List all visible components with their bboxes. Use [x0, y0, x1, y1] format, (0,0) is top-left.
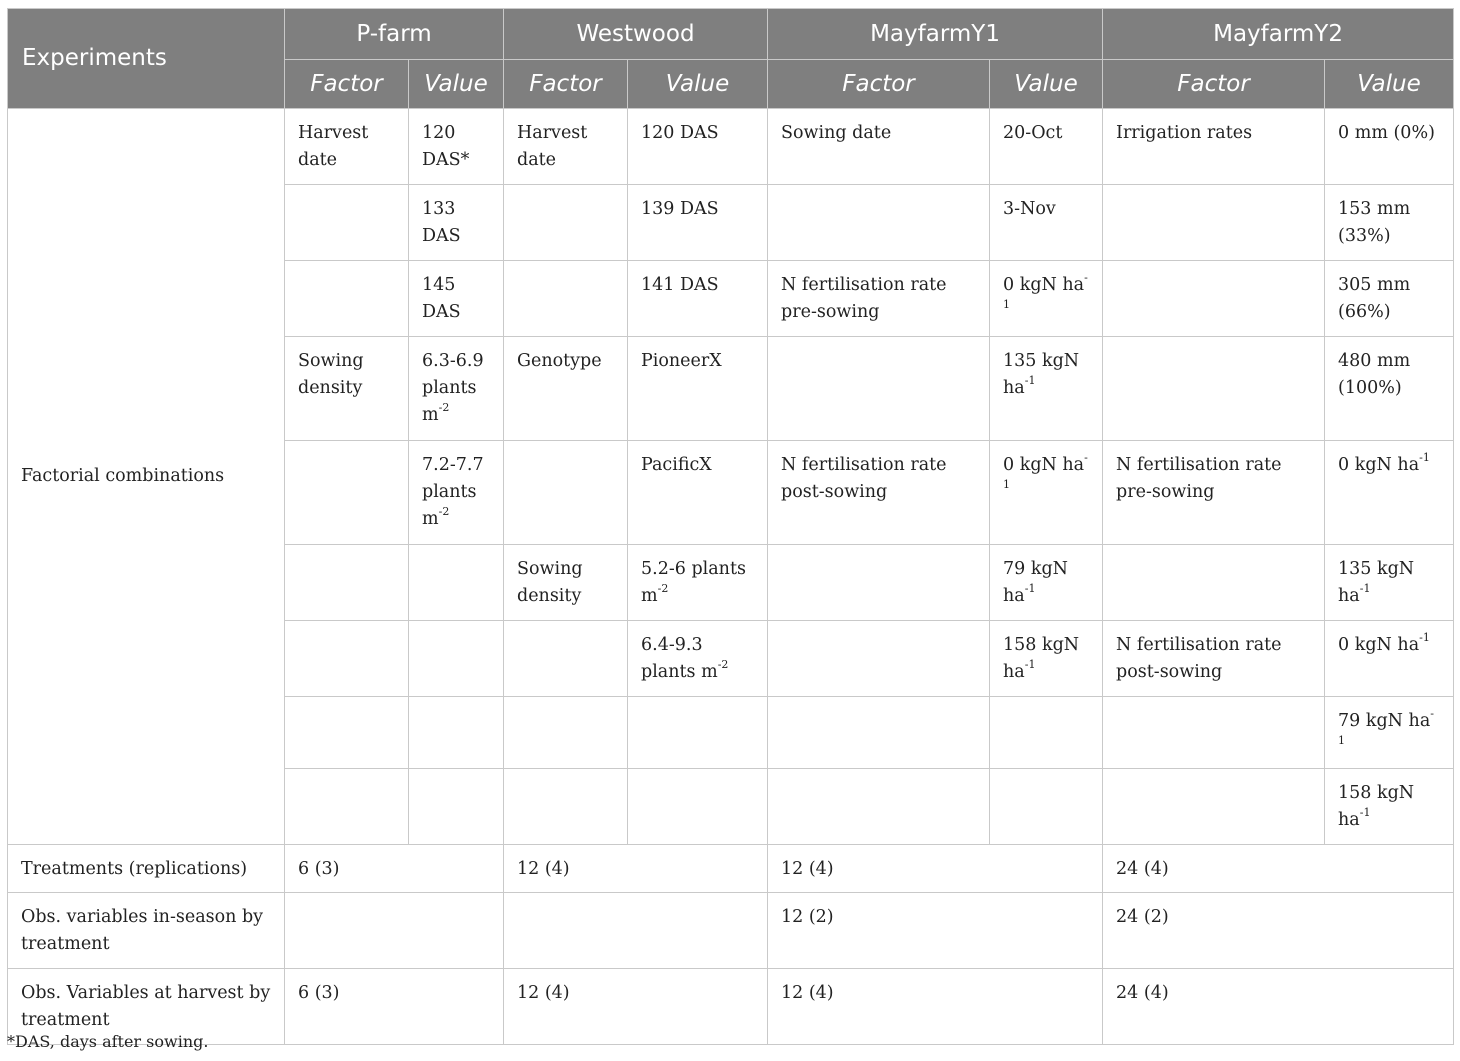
factor-cell	[1103, 185, 1325, 261]
summary-value: 24 (4)	[1103, 845, 1454, 893]
factor-cell	[768, 697, 990, 769]
value-cell	[628, 697, 768, 769]
factor-cell	[768, 621, 990, 697]
value-cell: 79 kgN $ha^{-1}$	[990, 545, 1103, 621]
factor-cell	[285, 261, 409, 337]
summary-value: 12 (4)	[768, 845, 1103, 893]
factor-header: Factor	[285, 60, 409, 109]
factor-cell	[504, 261, 628, 337]
factor-cell	[768, 769, 990, 845]
value-cell	[409, 769, 504, 845]
factor-cell	[285, 441, 409, 545]
experiments-table	[7, 8, 1454, 1045]
factor-cell	[1103, 545, 1325, 621]
value-cell: 20-Oct	[990, 109, 1103, 185]
value-cell: 120 DAS*	[409, 109, 504, 185]
experiments-header: Experiments	[8, 9, 285, 109]
factor-cell: Sowing density	[285, 337, 409, 441]
value-cell: 0 kgN $ha^{-1}$	[1325, 441, 1454, 545]
factor-cell	[1103, 261, 1325, 337]
factor-cell	[768, 337, 990, 441]
value-cell: 6.4-9.3 plants $m^{-2}$	[628, 621, 768, 697]
value-cell	[990, 697, 1103, 769]
factor-cell	[504, 621, 628, 697]
factor-header: Factor	[1103, 60, 1325, 109]
factor-cell	[1103, 769, 1325, 845]
factor-cell	[285, 697, 409, 769]
factor-cell	[768, 545, 990, 621]
factor-cell	[1103, 697, 1325, 769]
value-cell	[990, 769, 1103, 845]
factor-cell: N fertilisation rate post-sowing	[768, 441, 990, 545]
value-cell: 3-Nov	[990, 185, 1103, 261]
summary-value: 12 (4)	[768, 969, 1103, 1045]
table-header	[8, 9, 1454, 109]
factor-cell: Sowing density	[504, 545, 628, 621]
factor-cell	[504, 185, 628, 261]
value-cell: 135 kgN $ha^{-1}$	[990, 337, 1103, 441]
value-cell: 305 mm (66%)	[1325, 261, 1454, 337]
value-header: Value	[990, 60, 1103, 109]
value-cell: 480 mm (100%)	[1325, 337, 1454, 441]
value-cell: 141 DAS	[628, 261, 768, 337]
factor-cell: N fertilisation rate post-sowing	[1103, 621, 1325, 697]
site-header-mayfarmy1: MayfarmY1	[768, 9, 1103, 60]
factor-cell	[285, 621, 409, 697]
value-cell: 6.3-6.9 plants $m^{-2}$	[409, 337, 504, 441]
value-cell: 145 DAS	[409, 261, 504, 337]
factor-header: Factor	[768, 60, 990, 109]
value-cell: 0 kgN $ha^{-1}$	[1325, 621, 1454, 697]
value-cell: 0 kgN $ha^{-1}$	[990, 441, 1103, 545]
value-header: Value	[409, 60, 504, 109]
site-header-westwood: Westwood	[504, 9, 768, 60]
value-cell	[409, 545, 504, 621]
value-cell: 158 kgN $ha^{-1}$	[990, 621, 1103, 697]
summary-value: 12 (4)	[504, 845, 768, 893]
site-header-mayfarmy2: MayfarmY2	[1103, 9, 1454, 60]
summary-value: 12 (4)	[504, 969, 768, 1045]
factor-cell	[285, 545, 409, 621]
summary-value: 6 (3)	[285, 845, 504, 893]
factor-cell: Sowing date	[768, 109, 990, 185]
value-cell: PioneerX	[628, 337, 768, 441]
factorial-combinations-label: Factorial combinations	[8, 109, 285, 845]
summary-value: 6 (3)	[285, 969, 504, 1045]
factor-cell: N fertilisation rate pre-sowing	[768, 261, 990, 337]
site-header-pfarm: P-farm	[285, 9, 504, 60]
summary-value	[504, 893, 768, 969]
table-row	[8, 109, 1454, 185]
value-cell: 7.2-7.7 plants $m^{-2}$	[409, 441, 504, 545]
factor-cell	[504, 697, 628, 769]
factor-cell: N fertilisation rate pre-sowing	[1103, 441, 1325, 545]
factor-cell	[768, 185, 990, 261]
summary-value: 24 (2)	[1103, 893, 1454, 969]
value-header: Value	[628, 60, 768, 109]
factor-cell	[504, 769, 628, 845]
summary-value: 24 (4)	[1103, 969, 1454, 1045]
factor-cell	[285, 769, 409, 845]
factor-cell	[1103, 337, 1325, 441]
footnote: *DAS, days after sowing.	[7, 1032, 209, 1051]
summary-row	[8, 893, 1454, 969]
factor-cell: Harvest date	[285, 109, 409, 185]
value-cell: 120 DAS	[628, 109, 768, 185]
value-cell: 79 kgN $ha^{-1}$	[1325, 697, 1454, 769]
summary-value: 12 (2)	[768, 893, 1103, 969]
factor-cell	[504, 441, 628, 545]
value-cell: 158 kgN $ha^{-1}$	[1325, 769, 1454, 845]
summary-label: Obs. Variables at harvest by treatment	[8, 969, 285, 1045]
summary-row	[8, 969, 1454, 1045]
summary-value	[285, 893, 504, 969]
value-cell: 135 kgN $ha^{-1}$	[1325, 545, 1454, 621]
factor-cell: Harvest date	[504, 109, 628, 185]
value-cell	[628, 769, 768, 845]
value-header: Value	[1325, 60, 1454, 109]
value-cell: 153 mm (33%)	[1325, 185, 1454, 261]
factor-cell: Irrigation rates	[1103, 109, 1325, 185]
value-cell: 0 mm (0%)	[1325, 109, 1454, 185]
summary-label: Obs. variables in-season by treatment	[8, 893, 285, 969]
factor-header: Factor	[504, 60, 628, 109]
table-body	[8, 109, 1454, 1045]
value-cell: 133 DAS	[409, 185, 504, 261]
value-cell: 5.2-6 plants $m^{-2}$	[628, 545, 768, 621]
value-cell: 139 DAS	[628, 185, 768, 261]
summary-label: Treatments (replications)	[8, 845, 285, 893]
value-cell: 0 kgN $ha^{-1}$	[990, 261, 1103, 337]
factor-cell	[285, 185, 409, 261]
factor-cell: Genotype	[504, 337, 628, 441]
value-cell: PacificX	[628, 441, 768, 545]
value-cell	[409, 697, 504, 769]
value-cell	[409, 621, 504, 697]
summary-row	[8, 845, 1454, 893]
